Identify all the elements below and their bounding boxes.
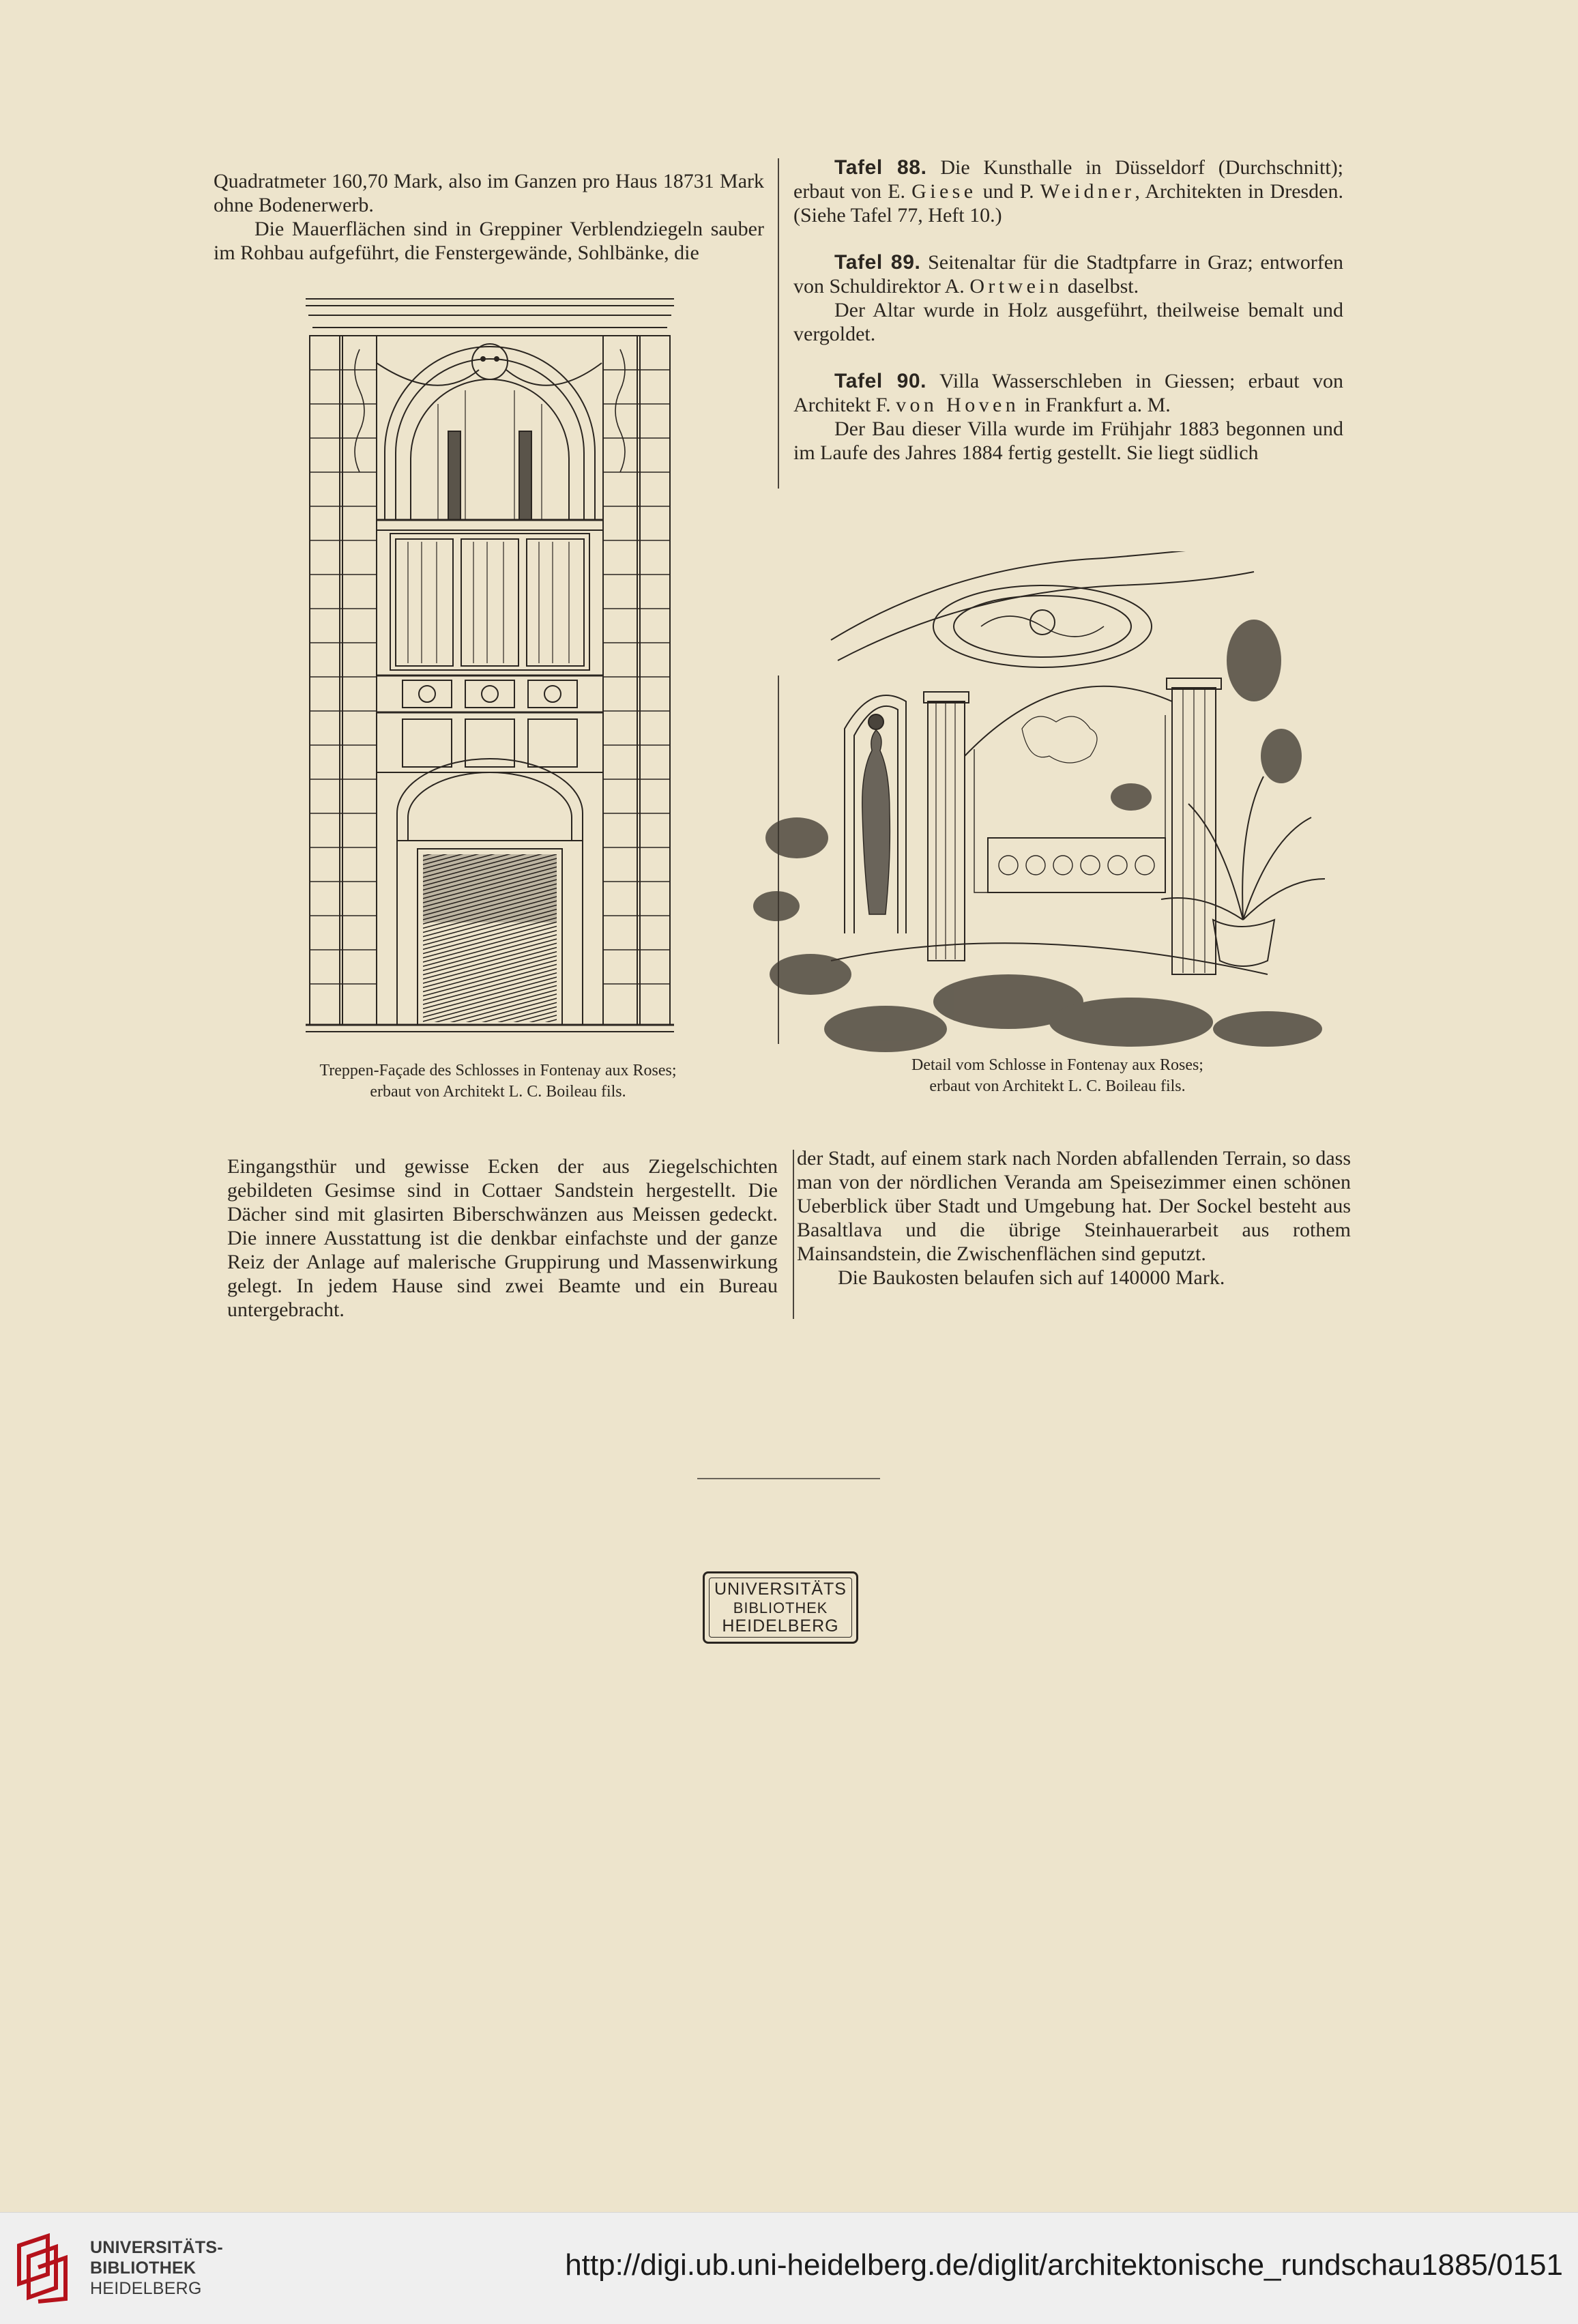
- paragraph: Die Baukosten belaufen sich auf 140000 Mark.: [838, 1266, 1225, 1289]
- library-name[interactable]: UNIVERSITÄTS- BIBLIOTHEK HEIDELBERG: [90, 2238, 223, 2298]
- column-rule-top: [778, 158, 779, 489]
- paragraph: Der Altar wurde in Holz ausgeführt, theilweise bemalt und vergoldet.: [793, 299, 1343, 345]
- column-rule-bottom: [793, 1150, 794, 1319]
- page-url-link[interactable]: http://digi.ub.uni-heidelberg.de/diglit/architektonische_rundschau1885/0151: [565, 2248, 1563, 2282]
- right-column-bottom-text: [797, 1146, 1351, 1290]
- loggia-illustration: [749, 551, 1347, 1082]
- university-library-logo-icon[interactable]: [15, 2233, 81, 2304]
- end-rule: [697, 1478, 880, 1479]
- left-column-top-text: [214, 169, 764, 265]
- library-stamp: UNIVERSITÄTS BIBLIOTHEK HEIDELBERG: [703, 1571, 858, 1644]
- left-figure-caption: Treppen-Façade des Schlosses in Fontenay aux Roses; erbaut von Architekt L. C. Boileau fils.: [319, 1062, 677, 1101]
- tafel-90-title: Tafel 90.: [834, 370, 927, 392]
- left-column-bottom-text: [227, 1154, 778, 1322]
- tafel-90-paragraph: Tafel 90. Villa Wasserschleben in Giessen; erbaut von Architekt F. von Hoven in Frankfurt a. M.: [793, 370, 1344, 416]
- right-column-top-text: [793, 156, 1343, 465]
- footer-bar: [0, 2212, 1578, 2324]
- right-figure-caption: Detail vom Schlosse in Fontenay aux Roses; erbaut von Architekt L. C. Boileau fils.: [911, 1056, 1203, 1095]
- tafel-89-title: Tafel 89.: [834, 251, 921, 274]
- paragraph: Eingangsthür und gewisse Ecken der aus Ziegelschichten gebildeten Gesimse sind in Cottaer Sandstein hergestellt. Die Dächer sind mit glasirten Biberschwänzen aus Meissen gedeckt. Die innere Ausstattung ist die denkbar einfachste und der ganze Reiz der Anlage auf malerische Gruppirung und Massenwirkung gelegt. In jedem Hause sind zwei Beamte und ein Bureau untergebracht.: [227, 1155, 778, 1321]
- tafel-89-paragraph: Tafel 89. Seitenaltar für die Stadtpfarre in Graz; entworfen von Schuldirektor A. Ortwein daselbst.: [793, 251, 1344, 297]
- facade-illustration: [302, 295, 678, 1054]
- tafel-88-paragraph: Tafel 88. Die Kunsthalle in Düsseldorf (Durchschnitt); erbaut von E. Giese und P. Weidner, Architekten in Dresden. (Siehe Tafel 77, Heft 10.): [793, 156, 1344, 227]
- paragraph: Der Bau dieser Villa wurde im Frühjahr 1883 begonnen und im Laufe des Jahres 1884 fertig gestellt. Sie liegt südlich: [793, 418, 1343, 464]
- paragraph: der Stadt, auf einem stark nach Norden abfallenden Terrain, so dass man von der nördlichen Veranda am Speisezimmer einen schönen Ueberblick über Stadt und Umgebung hat. Der Sockel besteht aus Basaltlava und die übrige Steinhauerarbeit aus rothem Mainsandstein, die Zwischenflächen sind geputzt.: [797, 1147, 1351, 1265]
- paragraph: Die Mauerflächen sind in Greppiner Verblendziegeln sauber im Rohbau aufgeführt, die Fenstergewände, Sohlbänke, die: [214, 218, 764, 264]
- tafel-88-title: Tafel 88.: [834, 156, 927, 179]
- paragraph: Quadratmeter 160,70 Mark, also im Ganzen pro Haus 18731 Mark ohne Bodenerwerb.: [214, 170, 764, 216]
